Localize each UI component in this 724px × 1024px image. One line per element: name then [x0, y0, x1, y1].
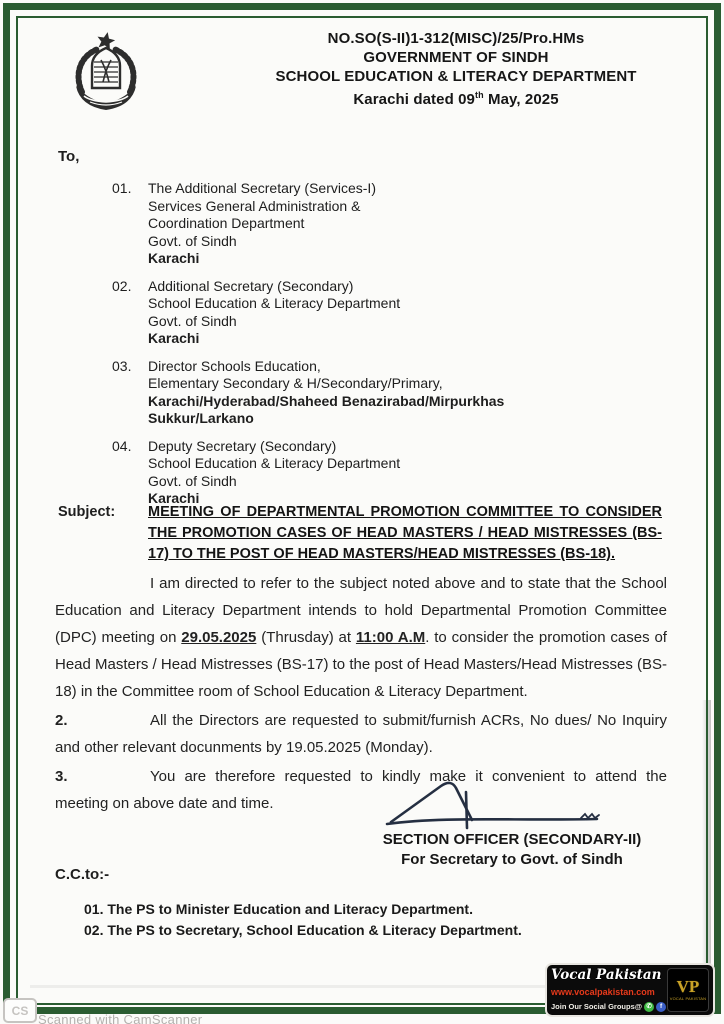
recipient-number: 03.: [112, 357, 132, 374]
recipient-item: [112, 358, 602, 428]
social-label: Join Our Social Groups@: [551, 1002, 643, 1011]
recipient-list: [112, 180, 602, 518]
recipient-number: 01.: [112, 180, 132, 196]
vp-logo-text: VP: [676, 977, 700, 996]
meeting-date: 29.05.2025: [181, 629, 257, 646]
recipient-address: Additional Secretary (Secondary) School Education & Literacy Department Govt. of Sindh Karachi: [148, 277, 401, 346]
recipient-item: [112, 438, 602, 508]
signature-block: [358, 830, 666, 870]
cc-item: 01. The PS to Minister Education and Literacy Department.: [84, 901, 473, 917]
paragraph-3: 3. You are therefore requested to kindly make it convenient to attend the meeting on above date and time.: [55, 763, 667, 817]
signature-scribble: [385, 776, 637, 836]
letterhead: [238, 29, 674, 109]
paragraph-number: 2.: [55, 712, 68, 729]
signatory-for-line: For Secretary to Govt. of Sindh: [401, 851, 623, 868]
signatory-title: SECTION OFFICER (SECONDARY-II): [382, 831, 642, 848]
vp-logo-caption: VOCAL PAKISTAN: [669, 996, 707, 1001]
department-line: SCHOOL EDUCATION & LITERACY DEPARTMENT: [275, 68, 637, 85]
recipient-address: Deputy Secretary (Secondary) School Education & Literacy Department Govt. of Sindh Karachi: [148, 437, 401, 506]
to-label: To,: [58, 148, 80, 165]
vp-logo: [667, 968, 709, 1012]
recipient-number: 04.: [112, 437, 132, 454]
government-line: GOVERNMENT OF SINDH: [363, 49, 549, 66]
paragraph-number: 3.: [55, 768, 68, 785]
date-line: Karachi dated 09th May, 2025: [353, 90, 559, 108]
cc-item: 02. The PS to Secretary, School Education & Literacy Department.: [84, 922, 522, 938]
meeting-time: 11:00 A.M: [355, 629, 426, 646]
facebook-icon: f: [656, 1002, 666, 1012]
badge-text-column: [551, 968, 663, 1012]
recipient-item: [112, 278, 602, 348]
subject-text: MEETING OF DEPARTMENTAL PROMOTION COMMITTEE TO CONSIDER THE PROMOTION CASES OF HEAD MASTERS / HEAD MISTRESSES (BS-17) TO THE POST OF HEAD MASTERS/HEAD MISTRESSES (BS-18).: [148, 504, 662, 562]
paragraph-1: I am directed to refer to the subject noted above and to state that the School Education and Literacy Department intends to hold Departmental Promotion Committee (DPC) meeting on 29.05.2025 (Thrusday) at 11:00 A.M. to consider the promotion cases of Head Masters / Head Mistresses (BS-17) to the post of Head Masters/Head Mistresses (BS-18) in the Committee room of School Education & Literacy Department.: [55, 575, 667, 700]
recipient-address: Director Schools Education, Elementary Secondary & H/Secondary/Primary, Karachi/Hyderabad/Shaheed Benazirabad/Mirpurkhas Sukkur/Larkano: [148, 357, 505, 426]
badge-social-row: [551, 1001, 663, 1012]
scan-shadow: [702, 700, 711, 996]
subject-label: Subject:: [58, 504, 116, 520]
paragraph-2: 2. All the Directors are requested to submit/furnish ACRs, No dues/ No Inquiry and other relevant docunments by 19.05.2025 (Monday).: [55, 707, 667, 761]
badge-url: www.vocalpakistan.com: [551, 987, 655, 997]
camscanner-icon: CS: [3, 998, 37, 1023]
cc-list: [84, 899, 522, 941]
recipient-number: 02.: [112, 277, 132, 294]
recipient-address: The Additional Secretary (Services-I) Services General Administration & Coordination Department Govt. of Sindh Karachi: [148, 180, 376, 266]
reference-number: NO.SO(S-II)1-312(MISC)/25/Pro.HMs: [327, 30, 585, 47]
vocal-pakistan-badge: [545, 963, 715, 1017]
sindh-government-emblem-icon: [68, 30, 144, 118]
recipient-item: [112, 180, 602, 268]
cc-label: C.C.to:-: [55, 866, 110, 883]
whatsapp-icon: ✆: [644, 1002, 654, 1012]
camscanner-watermark: Scanned with CamScanner: [38, 1012, 203, 1024]
badge-title: Vocal Pakistan: [551, 967, 662, 983]
